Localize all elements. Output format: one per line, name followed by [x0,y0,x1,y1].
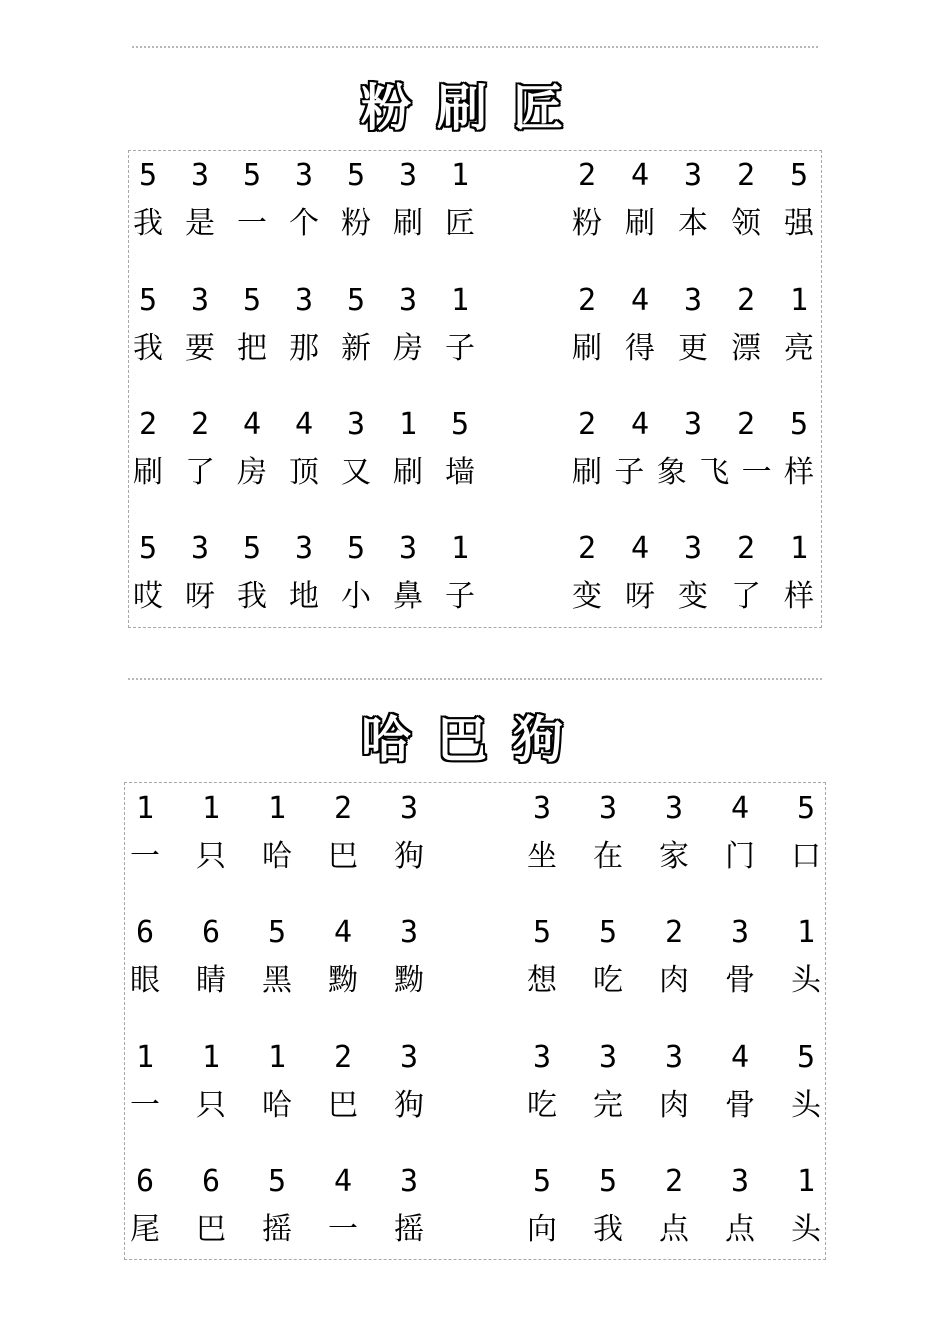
song1-lyric-left-r1-c2: 是 [185,206,215,241]
song1-lyric-left-r3-c3: 房 [237,455,267,490]
song1-lyric-left-r1-c3: 一 [237,206,267,241]
song2-lyric-left-r4-c1: 尾 [130,1212,160,1247]
song1-lyric-left-r4-c2: 呀 [185,579,215,614]
song1-note-left-r2-c4: 3 [294,283,314,318]
song1-lyric-left-r2-c4: 那 [289,331,319,366]
song2-note-left-r4-c2: 6 [201,1164,221,1199]
song2-note-left-r4-c4: 4 [333,1164,353,1199]
song1-lyric-left-r3-c7: 墙 [445,455,475,490]
song1-lyric-right-r2-c4: 漂 [731,331,761,366]
song2-note-right-r4-c3: 2 [664,1164,684,1199]
song2-note-left-r4-c1: 6 [135,1164,155,1199]
song2-lyric-left-r1-c4: 巴 [328,839,358,874]
song1-lyric-right-r3-c1: 刷 [572,455,602,490]
song2-lyric-left-r2-c4: 黝 [328,963,358,998]
song1-note-right-r1-c5: 5 [789,158,809,193]
song1-lyric-left-r2-c6: 房 [393,331,423,366]
song1-note-right-r4-c3: 3 [683,531,703,566]
song1-lyric-left-r2-c1: 我 [133,331,163,366]
song1-note-left-r2-c1: 5 [138,283,158,318]
song2-note-left-r2-c2: 6 [201,915,221,950]
song2-note-right-r2-c1: 5 [532,915,552,950]
song2-lyric-right-r3-c3: 肉 [659,1088,689,1123]
song1-lyric-left-r4-c3: 我 [237,579,267,614]
song1-lyric-left-r3-c6: 刷 [393,455,423,490]
song2-lyric-left-r3-c3: 哈 [262,1088,292,1123]
song1-lyric-left-r2-c3: 把 [237,331,267,366]
song1-note-right-r1-c1: 2 [577,158,597,193]
song2-lyric-right-r2-c5: 头 [791,963,821,998]
song1-note-left-r4-c3: 5 [242,531,262,566]
song1-note-left-r1-c5: 5 [346,158,366,193]
divider-middle [128,678,822,680]
song2-lyric-right-r4-c2: 我 [593,1212,623,1247]
song1-note-right-r3-c4: 2 [736,407,756,442]
song2-lyric-right-r1-c1: 坐 [527,839,557,874]
song1-note-left-r1-c3: 5 [242,158,262,193]
song1-lyric-right-r4-c2: 呀 [625,579,655,614]
song2-note-right-r1-c2: 3 [598,791,618,826]
song2-note-right-r3-c5: 5 [796,1040,816,1075]
song2-note-left-r2-c3: 5 [267,915,287,950]
song1-note-left-r1-c2: 3 [190,158,210,193]
song2-note-right-r1-c5: 5 [796,791,816,826]
song2-lyric-right-r4-c1: 向 [527,1212,557,1247]
song2-lyric-left-r1-c5: 狗 [394,839,424,874]
song1-lyric-right-r3-c5: 一 [741,455,772,490]
song1-lyric-left-r3-c1: 刷 [133,455,163,490]
song1-note-left-r3-c7: 5 [450,407,470,442]
song1-note-right-r1-c2: 4 [630,158,650,193]
song1-lyric-right-r1-c2: 刷 [625,206,655,241]
song1-lyric-right-r1-c1: 粉 [572,206,602,241]
song2-note-right-r3-c4: 4 [730,1040,750,1075]
song2-note-left-r3-c2: 1 [201,1040,221,1075]
song2-lyric-right-r1-c4: 门 [725,839,755,874]
song1-lyric-left-r1-c5: 粉 [341,206,371,241]
song1-note-right-r2-c3: 3 [683,283,703,318]
song2-note-left-r1-c5: 3 [399,791,419,826]
song1-note-right-r3-c3: 3 [683,407,703,442]
song1-lyric-right-r1-c3: 本 [678,206,708,241]
song1-note-right-r3-c2: 4 [630,407,650,442]
song2-lyric-right-r1-c2: 在 [593,839,623,874]
song1-lyric-right-r2-c2: 得 [625,331,655,366]
song2-lyric-left-r3-c5: 狗 [394,1088,424,1123]
song1-note-left-r3-c5: 3 [346,407,366,442]
song1-lyric-right-r1-c5: 强 [784,206,814,241]
song1-lyric-left-r4-c7: 子 [445,579,475,614]
song2-note-right-r1-c1: 3 [532,791,552,826]
song1-lyric-left-r3-c4: 顶 [289,455,319,490]
song2-note-left-r1-c2: 1 [201,791,221,826]
song2-lyric-left-r2-c2: 睛 [196,963,226,998]
song2-lyric-left-r2-c5: 黝 [394,963,424,998]
song2-lyric-left-r3-c2: 只 [196,1088,226,1123]
song1-lyric-left-r1-c1: 我 [133,206,163,241]
song1-lyric-left-r1-c7: 匠 [445,206,475,241]
song1-note-right-r4-c5: 1 [789,531,809,566]
song2-lyric-right-r2-c1: 想 [527,963,557,998]
song1-note-right-r3-c1: 2 [577,407,597,442]
song1-lyric-right-r4-c3: 变 [678,579,708,614]
song1-lyric-left-r4-c1: 哎 [133,579,163,614]
song2-note-right-r2-c2: 5 [598,915,618,950]
song2-lyric-right-r3-c5: 头 [791,1088,821,1123]
song2-note-left-r3-c5: 3 [399,1040,419,1075]
song1-note-left-r2-c7: 1 [450,283,470,318]
song1-note-left-r4-c2: 3 [190,531,210,566]
song2-lyric-right-r4-c4: 点 [725,1212,755,1247]
song2-lyric-left-r2-c3: 黑 [262,963,292,998]
song2-note-left-r4-c5: 3 [399,1164,419,1199]
song2-lyric-right-r3-c1: 吃 [527,1088,557,1123]
song1-lyric-left-r4-c4: 地 [289,579,319,614]
song2-lyric-left-r4-c4: 一 [328,1212,358,1247]
song2-lyric-left-r4-c3: 摇 [262,1212,292,1247]
song1-note-right-r1-c4: 2 [736,158,756,193]
song2-note-right-r2-c4: 3 [730,915,750,950]
song2-lyric-left-r2-c1: 眼 [130,963,160,998]
song2-lyric-left-r3-c1: 一 [130,1088,160,1123]
song1-lyric-right-r4-c1: 变 [572,579,602,614]
song1-lyric-left-r3-c5: 又 [341,455,371,490]
song2-lyric-left-r4-c5: 摇 [394,1212,424,1247]
song2-lyric-left-r1-c3: 哈 [262,839,292,874]
song2-note-right-r3-c2: 3 [598,1040,618,1075]
song1-note-left-r2-c6: 3 [398,283,418,318]
song1-note-left-r3-c6: 1 [398,407,418,442]
song1-note-left-r3-c1: 2 [138,407,158,442]
song1-lyric-right-r3-c6: 样 [784,455,814,490]
song2-lyric-right-r3-c4: 骨 [725,1088,755,1123]
song1-lyric-right-r4-c5: 样 [784,579,814,614]
song1-lyric-left-r2-c2: 要 [185,331,215,366]
song1-lyric-right-r3-c4: 飞 [699,455,730,490]
song2-lyric-right-r2-c4: 骨 [725,963,755,998]
song2-note-right-r3-c3: 3 [664,1040,684,1075]
song1-note-left-r2-c5: 5 [346,283,366,318]
song1-lyric-right-r1-c4: 领 [731,206,761,241]
song1-note-left-r4-c5: 5 [346,531,366,566]
song2-note-right-r1-c4: 4 [730,791,750,826]
song1-note-left-r1-c7: 1 [450,158,470,193]
song1-note-left-r1-c4: 3 [294,158,314,193]
song2-note-left-r1-c4: 2 [333,791,353,826]
song2-note-left-r2-c4: 4 [333,915,353,950]
song1-lyric-left-r1-c4: 个 [289,206,319,241]
song1-note-left-r4-c1: 5 [138,531,158,566]
song1-lyric-right-r2-c1: 刷 [572,331,602,366]
song1-note-right-r2-c1: 2 [577,283,597,318]
song1-note-left-r3-c2: 2 [190,407,210,442]
song2-note-left-r4-c3: 5 [267,1164,287,1199]
song1-lyric-right-r3-c2: 子 [614,455,645,490]
song1-note-left-r3-c4: 4 [294,407,314,442]
song1-note-right-r2-c5: 1 [789,283,809,318]
song2-lyric-left-r1-c2: 只 [196,839,226,874]
song2-note-left-r1-c1: 1 [135,791,155,826]
song1-note-left-r1-c1: 5 [138,158,158,193]
song2-note-left-r2-c1: 6 [135,915,155,950]
song2-note-left-r1-c3: 1 [267,791,287,826]
song2-lyric-right-r3-c2: 完 [593,1088,623,1123]
song1-lyric-right-r2-c5: 亮 [784,331,814,366]
song1-note-right-r4-c4: 2 [736,531,756,566]
song2-note-left-r3-c3: 1 [267,1040,287,1075]
song2-note-left-r2-c5: 3 [399,915,419,950]
song2-title: 哈巴狗 [361,711,589,769]
song2-lyric-left-r3-c4: 巴 [328,1088,358,1123]
song2-note-left-r3-c4: 2 [333,1040,353,1075]
song1-lyric-left-r4-c5: 小 [341,579,371,614]
song1-lyric-left-r2-c7: 子 [445,331,475,366]
song2-lyric-right-r2-c2: 吃 [593,963,623,998]
song2-note-right-r1-c3: 3 [664,791,684,826]
song2-note-right-r3-c1: 3 [532,1040,552,1075]
song1-lyric-left-r1-c6: 刷 [393,206,423,241]
song2-lyric-right-r4-c5: 头 [791,1212,821,1247]
song1-note-right-r4-c2: 4 [630,531,650,566]
song2-lyric-left-r4-c2: 巴 [196,1212,226,1247]
song1-note-left-r2-c2: 3 [190,283,210,318]
song1-note-right-r2-c2: 4 [630,283,650,318]
song1-note-right-r2-c4: 2 [736,283,756,318]
song1-note-left-r2-c3: 5 [242,283,262,318]
song1-note-left-r1-c6: 3 [398,158,418,193]
song2-note-right-r4-c5: 1 [796,1164,816,1199]
song2-note-right-r4-c1: 5 [532,1164,552,1199]
song2-lyric-right-r1-c5: 口 [791,839,821,874]
song2-lyric-right-r2-c3: 肉 [659,963,689,998]
song2-note-right-r4-c4: 3 [730,1164,750,1199]
song1-note-right-r4-c1: 2 [577,531,597,566]
song1-note-right-r1-c3: 3 [683,158,703,193]
song2-note-right-r4-c2: 5 [598,1164,618,1199]
song2-lyric-right-r4-c3: 点 [659,1212,689,1247]
divider-top [132,46,818,48]
song2-note-right-r2-c3: 2 [664,915,684,950]
song1-note-left-r4-c6: 3 [398,531,418,566]
song2-note-right-r2-c5: 1 [796,915,816,950]
song1-note-right-r3-c5: 5 [789,407,809,442]
song1-lyric-left-r2-c5: 新 [341,331,371,366]
song1-lyric-right-r2-c3: 更 [678,331,708,366]
song1-lyric-left-r3-c2: 了 [185,455,215,490]
song2-note-left-r3-c1: 1 [135,1040,155,1075]
song1-note-left-r4-c7: 1 [450,531,470,566]
song1-title: 粉刷匠 [361,79,589,137]
song1-note-left-r3-c3: 4 [242,407,262,442]
song1-lyric-left-r4-c6: 鼻 [393,579,423,614]
song2-lyric-right-r1-c3: 家 [659,839,689,874]
song1-note-left-r4-c4: 3 [294,531,314,566]
song2-lyric-left-r1-c1: 一 [130,839,160,874]
song1-lyric-right-r3-c3: 象 [656,455,687,490]
song1-lyric-right-r4-c4: 了 [731,579,761,614]
